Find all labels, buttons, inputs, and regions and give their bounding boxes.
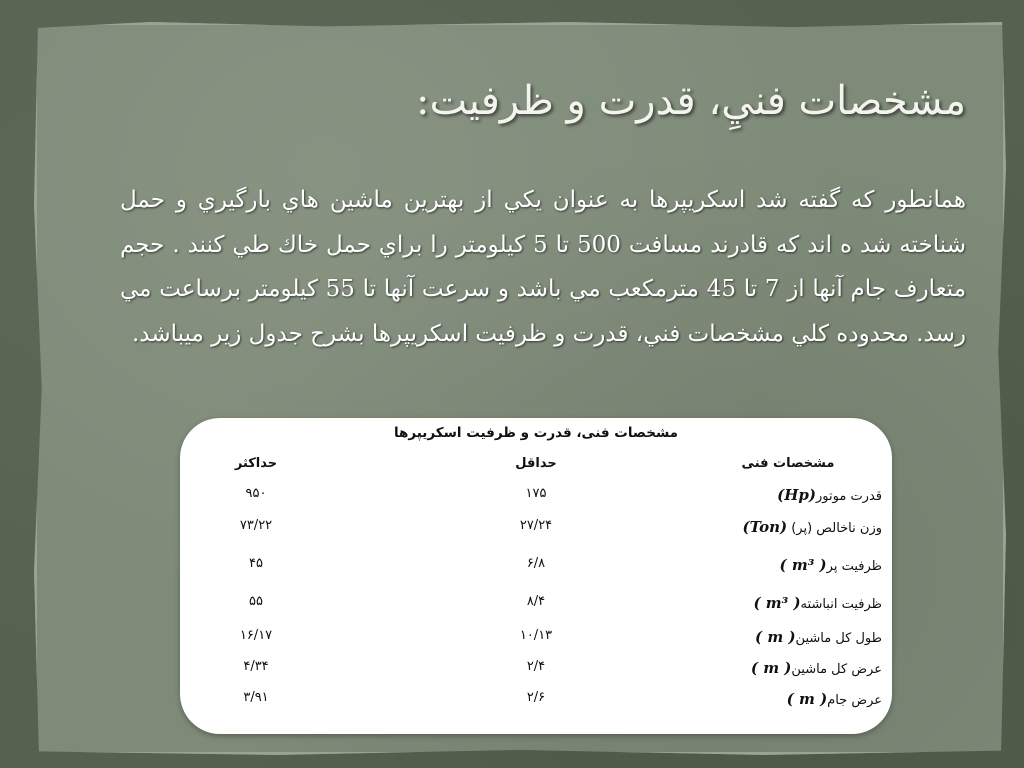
row-min: ۸/۴ [526,594,546,609]
table-row [180,486,892,516]
row-spec: عرض کل ماشین( m ) [750,659,882,677]
row-spec: وزن ناخالص (پر) (Ton) [742,518,882,536]
row-spec: ظرفیت انباشته( m³ ) [753,594,882,612]
specs-table [180,418,892,734]
table-row [180,659,892,689]
header-min: حداقل [515,456,557,471]
slide-title: مشخصات فنيِ، قدرت و ظرفيت: [415,78,966,124]
table-row [180,690,892,720]
table-caption: مشخصات فنی، قدرت و ظرفیت اسکریپرها [393,425,679,441]
header-spec: مشخصات فنی [741,456,835,471]
row-max: ۴/۳۴ [243,659,269,674]
header-max: حداکثر [234,456,278,471]
row-spec: ظرفیت پر( m³ ) [779,556,882,574]
row-spec: طول کل ماشین( m ) [755,628,882,646]
row-max: ۴۵ [249,556,263,571]
row-max: ۳/۹۱ [243,690,269,705]
table-row [180,518,892,548]
row-max: ۵۵ [249,594,263,609]
body-paragraph: همانطور كه گفته شد اسكريپرها به عنوان يكي از بهترين ماشين هاي بارگيري و حمل شناخته شد ه اند كه قادرند مسافت 500 تا 5 كيلومتر را براي حمل خاك طي كنند . حجم متعارف جام آنها از 7 تا 45 مترمكعب مي باشد و سرعت آنها تا 55 كيلومتر برساعت مي رسد. محدوده كلي مشخصات فني، قدرت و ظرفيت اسكريپرها بشرح جدول زير ميباشد. [120,187,967,347]
row-min: ۲۷/۲۴ [519,518,553,533]
table-row [180,628,892,658]
row-min: ۲/۶ [526,690,546,705]
row-max: ۷۳/۲۲ [239,518,273,533]
row-max: ۱۶/۱۷ [239,628,273,643]
row-max: ۹۵۰ [245,486,267,501]
row-min: ۱۷۵ [525,486,547,501]
row-min: ۱۰/۱۳ [519,628,553,643]
table-row [180,594,892,624]
row-spec: قدرت موتور(Hp) [777,486,882,504]
table-row [180,556,892,586]
row-spec: عرض جام( m ) [786,690,882,708]
row-min: ۶/۸ [526,556,546,571]
row-min: ۲/۴ [526,659,546,674]
